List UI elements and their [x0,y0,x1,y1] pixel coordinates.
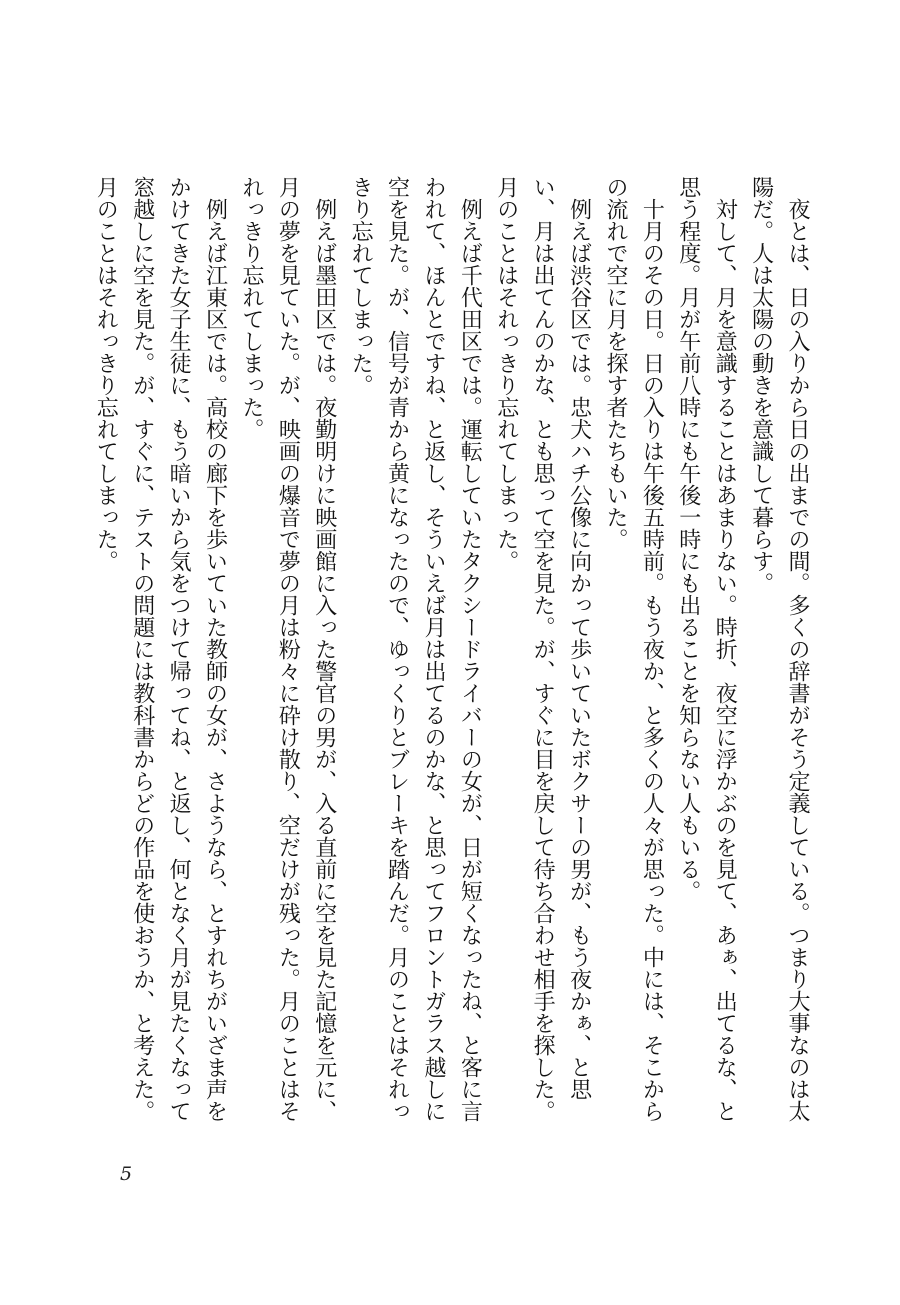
paragraph: 例えば墨田区では。夜勤明けに映画館に入った警官の男が、入る直前に空を見た記憶を元に、月の夢を見ていた。が、映画の爆音で夢の月は粉々に砕け散り、空だけが残った。月のことはそれっきり忘れてしまった。 [238,176,337,1122]
paragraph: 例えば渋谷区では。忠犬ハチ公像に向かって歩いていたボクサーの男が、もう夜かぁ、と思い、月は出てんのかな、とも思って空を見た。が、すぐに目を戻して待ち合わせ相手を探した。月のことはそれっきり忘れてしまった。 [493,176,592,1122]
paragraph: 例えば千代田区では。運転していたタクシードライバーの女が、日が短くなったね、と客に言われて、ほんとですね、と返し、そういえば月は出てるのかな、と思ってフロントガラス越しに空を見た。が、信号が青から黄になったので、ゆっくりとブレーキを踏んだ。月のことはそれっきり忘れてしまった。 [348,176,483,1122]
paragraph: 夜とは、日の入りから日の出までの間。多くの辞書がそう定義している。つまり大事なのは太陽だ。人は太陽の動きを意識して暮らす。 [748,176,810,1122]
paragraph: 対して、月を意識することはあまりない。時折、夜空に浮かぶのを見て、あぁ、出てるな、と思う程度。月が午前八時にも午後一時にも出ることを知らない人もいる。 [675,176,738,1122]
vertical-text-body [80,176,815,1136]
paragraph: 十月のその日。日の入りは午後五時前。もう夜か、と多くの人々が思った。中には、そこからの流れで空に月を探す者たちもいた。 [602,176,665,1122]
page-number: 5 [120,1163,133,1185]
paragraph: 例えば江東区では。高校の廊下を歩いていた教師の女が、さようなら、とすれちがいざま声をかけてきた女子生徒に、もう暗いから気をつけて帰ってね、と返し、何となく月が見たくなって窓越しに空を見た。が、すぐに、テストの問題には教科書からどの作品を使おうか、と考えた。月のことはそれっきり忘れてしまった。 [93,176,228,1122]
